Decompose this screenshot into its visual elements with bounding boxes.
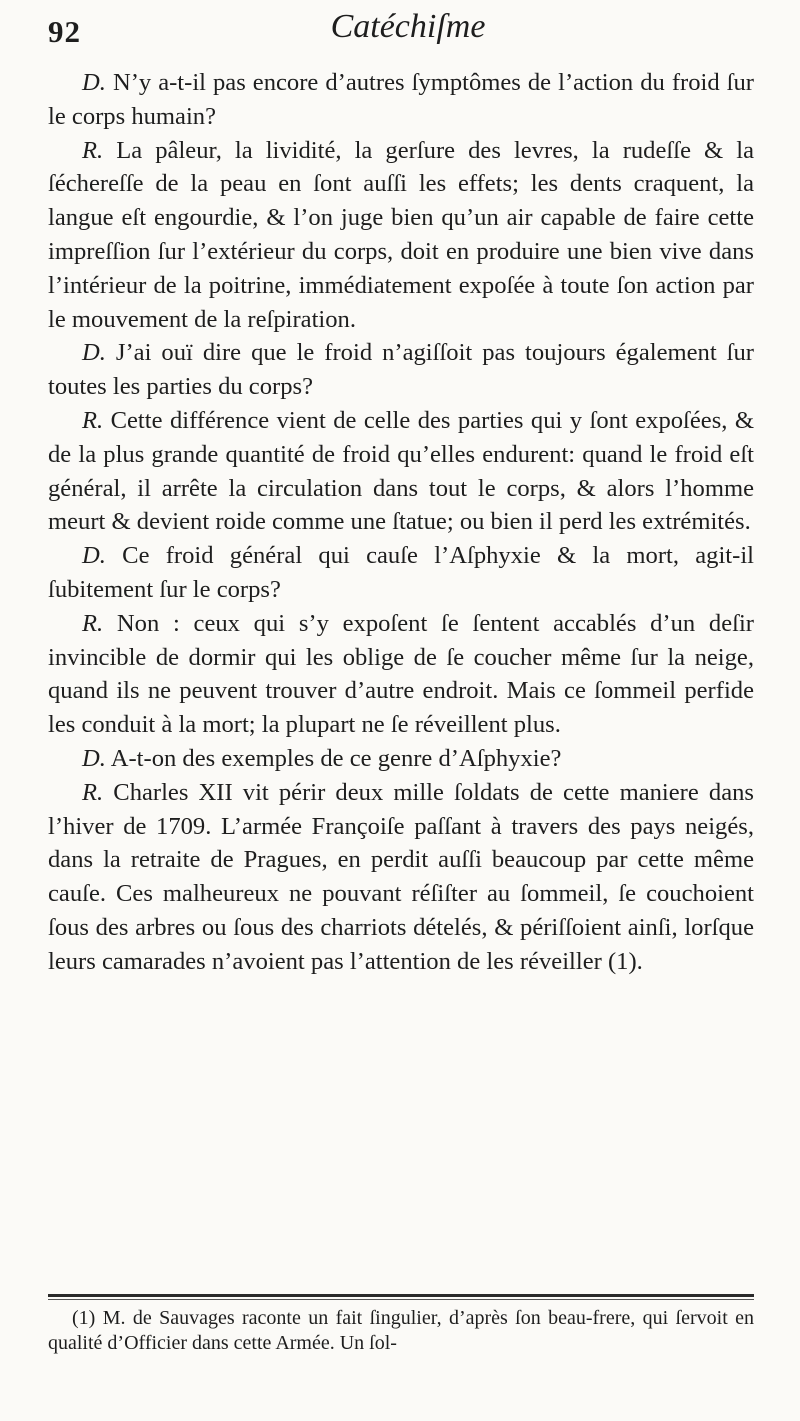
paragraph-text: Charles XII vit périr deux mille ſoldats de cette maniere dans l’hiver de 1709. L’armée Françoiſe paſſant à travers des pays neigés, dans la retraite de Pragues, en perdit auſſi beaucoup par cette même cauſe. Ces malheureux ne pouvant réſiſter au ſommeil, ſe couchoient ſous des arbres ou ſous des charriots dételés, & périſſoient ainſi, lorſque leurs camarades n’avoient pas l’attention de les réveiller (1). bbox=[48, 778, 754, 975]
running-title: Catéchiſme bbox=[330, 8, 486, 45]
footnote bbox=[48, 1306, 754, 1356]
speaker-label: D. bbox=[82, 542, 106, 570]
page-header bbox=[48, 4, 768, 62]
paragraph bbox=[48, 404, 754, 539]
speaker-label: D. bbox=[82, 744, 106, 772]
paragraph-text: N’y a-t-il pas encore d’autres ſymptômes de l’action du froid ſur le corps humain? bbox=[48, 69, 754, 130]
paragraph-text: Cette différence vient de celle des parties qui y ſont expoſées, & de la plus grande quantité de froid qu’elles endurent: quand le froid eſt général, il arrête la circulation dans tout le corps, & alors l’homme meurt & devient roide comme une ſtatue; ou bien il perd les extrémités. bbox=[48, 406, 754, 536]
speaker-label: R. bbox=[82, 406, 104, 434]
footnote-divider-thin bbox=[48, 1299, 754, 1300]
speaker-label: R. bbox=[82, 609, 104, 637]
paragraph-text: Ce froid général qui cauſe l’Aſphyxie & la mort, agit-il ſubitement ſur le corps? bbox=[48, 542, 754, 603]
paragraph bbox=[48, 336, 754, 404]
paragraph bbox=[48, 66, 754, 134]
speaker-label: D. bbox=[82, 69, 106, 96]
page-number: 92 bbox=[48, 14, 81, 49]
paragraph-text: A-t-on des exemples de ce genre d’Aſphyxie? bbox=[110, 744, 562, 772]
footnote-divider bbox=[48, 1294, 754, 1297]
speaker-label: R. bbox=[82, 136, 104, 164]
speaker-label: R. bbox=[82, 778, 104, 806]
footnote-text: (1) M. de Sauvages raconte un fait ſingulier, d’après ſon beau-frere, qui ſervoit en qualité d’Officier dans cette Armée. Un ſol- bbox=[48, 1307, 754, 1354]
paragraph-text: J’ai ouï dire que le froid n’agiſſoit pas toujours également ſur toutes les parties du corps? bbox=[48, 339, 754, 401]
paragraph bbox=[48, 134, 754, 337]
paragraph-text: Non : ceux qui s’y expoſent ſe ſentent accablés d’un deſir invincible de dormir qui les oblige de ſe coucher même ſur la neige, quand ils ne peuvent trouver d’autre endroit. Mais ce ſommeil perfide les conduit à la mort; la plupart ne ſe réveillent plus. bbox=[48, 609, 754, 739]
paragraph-text: La pâleur, la lividité, la gerſure des levres, la rudeſſe & la ſéchereſſe de la peau en ſont auſſi les effets; les dents craquent, la langue eſt engourdie, & l’on juge bien qu’un air capable de faire cette impreſſion ſur l’extérieur du corps, doit en produire une bien vive dans l’intérieur de la poitrine, immédiatement expoſée à toute ſon action par le mouvement de la reſpiration. bbox=[48, 136, 754, 333]
paragraph bbox=[48, 607, 754, 742]
speaker-label: D. bbox=[82, 339, 106, 367]
paragraph bbox=[48, 776, 754, 979]
paragraph bbox=[48, 742, 754, 776]
paragraph bbox=[48, 539, 754, 607]
body-text bbox=[48, 66, 754, 979]
